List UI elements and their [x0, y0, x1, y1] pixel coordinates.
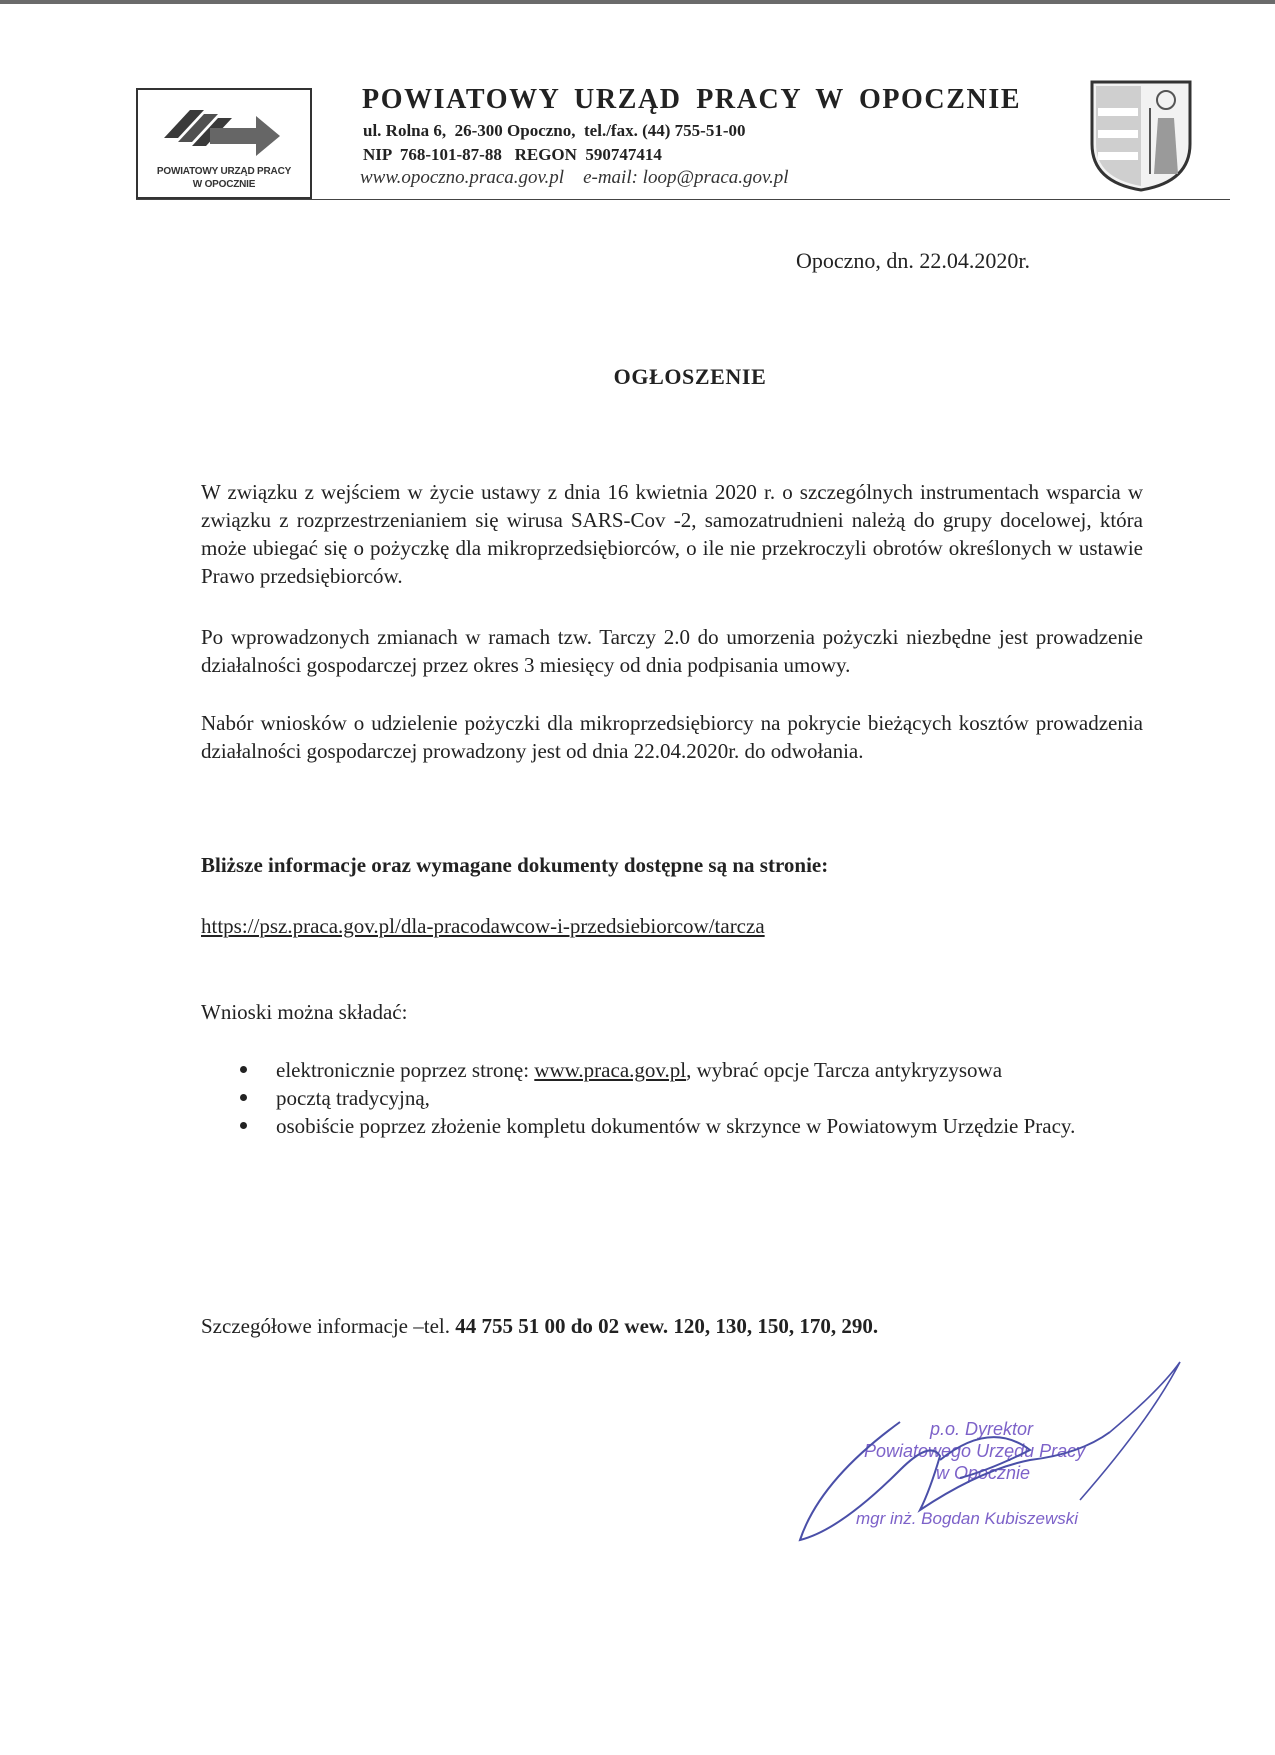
handwritten-signature: [780, 1360, 1200, 1560]
list-item: [238, 1056, 1173, 1084]
contact-numbers: 44 755 51 00 do 02 wew. 120, 130, 150, 170, 290.: [455, 1314, 879, 1338]
method-electronic-prefix: elektronicznie poprzez stronę:: [276, 1058, 535, 1082]
stamp-line2: Powiatowego Urzędu Pracy: [864, 1441, 1086, 1461]
contact-info: [201, 1314, 878, 1339]
list-item: [238, 1084, 1173, 1112]
method-electronic-suffix: , wybrać opcje Tarcza antykryzysowa: [686, 1058, 1003, 1082]
paragraph-eligibility: W związku z wejściem w życie ustawy z dnia 16 kwietnia 2020 r. o szczególnych instrumentach wsparcia w związku z rozprzestrzenianiem się wirusa SARS-Cov -2, samozatrudnieni należą do grupy docelowej, która może ubiegać się o pożyczkę dla mikroprzedsiębiorców, o ile nie przekroczyli obrotów określonych w ustawie Prawo przedsiębiorców.: [201, 480, 1143, 588]
praca-gov-link[interactable]: www.praca.gov.pl: [534, 1058, 687, 1082]
contact-prefix: Szczegółowe informacje –tel.: [201, 1314, 456, 1338]
bullet-icon: [240, 1094, 247, 1101]
letterhead-address: ul. Rolna 6, 26-300 Opoczno, tel./fax. (44) 755-51-00: [363, 121, 746, 140]
submission-methods-list: [238, 1056, 1173, 1140]
bullet-icon: [240, 1066, 247, 1073]
bullet-icon: [240, 1122, 247, 1129]
coat-of-arms-icon: [1086, 78, 1196, 194]
letterhead-divider: [136, 199, 1230, 200]
tarcza-info-link[interactable]: https://psz.praca.gov.pl/dla-pracodawcow-i-przedsiebiorcow/tarcza: [201, 914, 765, 938]
office-logo: [136, 88, 312, 199]
logo-caption-line2: W OPOCZNIE: [192, 179, 256, 190]
letterhead-web-email: www.opoczno.praca.gov.pl e-mail: loop@praca.gov.pl: [360, 167, 789, 188]
document-date: Opoczno, dn. 22.04.2020r.: [796, 248, 1031, 273]
paragraph-tarcza: Po wprowadzonych zmianach w ramach tzw. Tarczy 2.0 do umorzenia pożyczki niezbędne jest prowadzenie działalności gospodarczej przez okres 3 miesięcy od dnia podpisania umowy.: [201, 625, 1143, 677]
letterhead-title: POWIATOWY URZĄD PRACY W OPOCZNIE: [362, 84, 1022, 115]
info-heading: Bliższe informacje oraz wymagane dokumenty dostępne są na stronie:: [201, 853, 829, 877]
paragraph-application-period: Nabór wniosków o udzielenie pożyczki dla mikroprzedsiębiorcy na pokrycie bieżących kosztów prowadzenia działalności gospodarczej prowadzony jest od dnia 22.04.2020r. do odwołania.: [201, 711, 1143, 763]
stamp-line1: p.o. Dyrektor: [930, 1419, 1034, 1439]
arrow-logo-icon: [156, 98, 296, 164]
letterhead-ids: NIP 768-101-87-88 REGON 590747414: [363, 145, 662, 164]
method-in-person: osobiście poprzez złożenie kompletu dokumentów w skrzynce w Powiatowym Urzędzie Pracy.: [276, 1114, 1076, 1138]
method-post: pocztą tradycyjną,: [276, 1086, 430, 1110]
submission-intro: Wnioski można składać:: [201, 1000, 408, 1024]
stamp-line4: mgr inż. Bogdan Kubiszewski: [856, 1509, 1079, 1528]
scan-top-edge: [0, 0, 1275, 4]
list-item: [238, 1112, 1173, 1140]
logo-caption-line1: POWIATOWY URZĄD PRACY: [156, 166, 292, 177]
document-heading: OGŁOSZENIE: [613, 364, 767, 389]
stamp-line3: w Opocznie: [936, 1463, 1031, 1483]
